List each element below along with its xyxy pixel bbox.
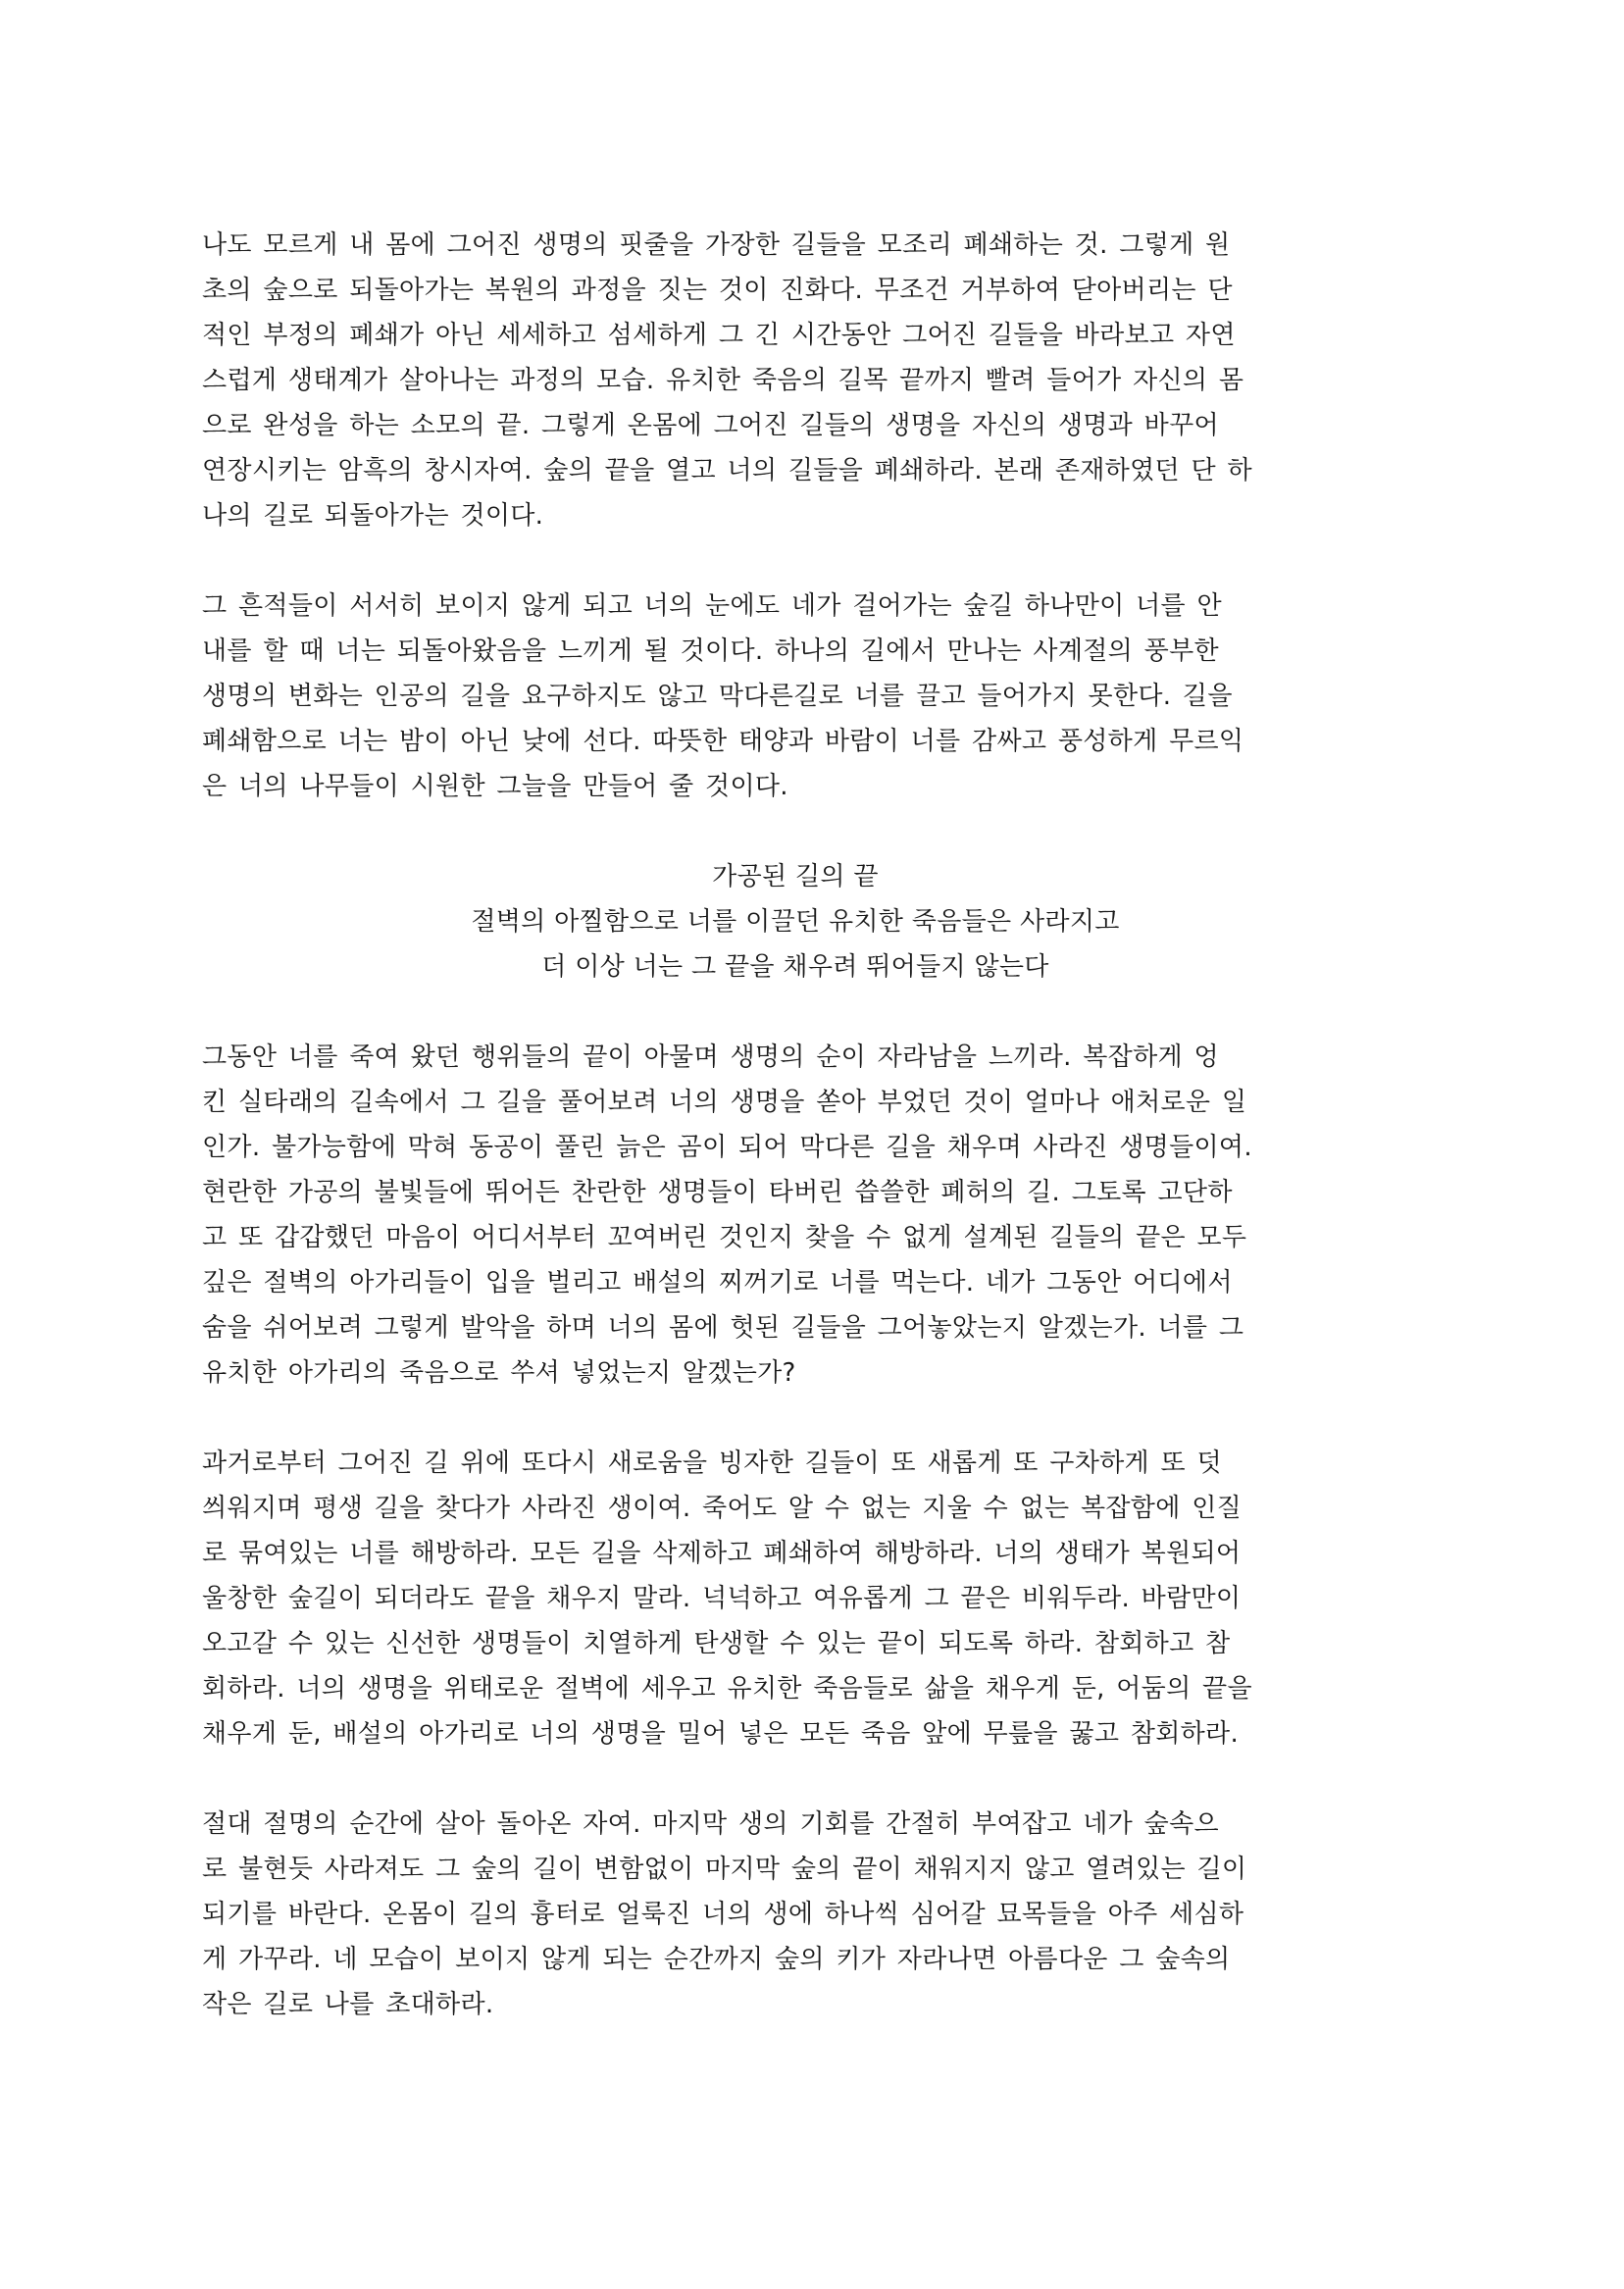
text-line: 유치한 아가리의 죽음으로 쑤셔 넣었는지 알겠는가? (202, 1358, 796, 1388)
text-line: 으로 완성을 하는 소모의 끝. 그렇게 온몸에 그어진 길들의 생명을 자신의 생명과 바꾸어 (202, 411, 1219, 440)
verse-line: 더 이상 너는 그 끝을 채우려 뛰어들지 않는다 (541, 952, 1049, 982)
text-line: 울창한 숲길이 되더라도 끝을 채우지 말라. 넉넉하고 여유롭게 그 끝은 비워두라. 바람만이 (202, 1584, 1242, 1613)
paragraph-spacer (202, 809, 1389, 854)
paragraph-spacer (202, 1396, 1389, 1441)
paragraph-3 (202, 1035, 1389, 1396)
text-line: 인가. 불가능함에 막혀 동공이 풀린 늙은 곰이 되어 막다른 길을 채우며 사라진 생명들이여. (202, 1133, 1252, 1162)
text-line: 로 묶여있는 너를 해방하라. 모든 길을 삭제하고 폐쇄하여 해방하라. 너의 생태가 복원되어 (202, 1539, 1242, 1568)
text-line: 게 가꾸라. 네 모습이 보이지 않게 되는 순간까지 숲의 키가 자라나면 아름다운 그 숲속의 (202, 1945, 1231, 1974)
text-line: 나의 길로 되돌아가는 것이다. (202, 501, 544, 531)
text-line: 로 불현듯 사라져도 그 숲의 길이 변함없이 마지막 숲의 끝이 채워지지 않고 열려있는 길이 (202, 1855, 1247, 1884)
text-line: 회하라. 너의 생명을 위태로운 절벽에 세우고 유치한 죽음들로 삶을 채우게 둔, 어둠의 끝을 (202, 1674, 1252, 1704)
text-line: 현란한 가공의 불빛들에 뛰어든 찬란한 생명들이 타버린 씁쓸한 폐허의 길. 그토록 고단하 (202, 1178, 1233, 1207)
document-body (202, 223, 1389, 2027)
text-line: 과거로부터 그어진 길 위에 또다시 새로움을 빙자한 길들이 또 새롭게 또 구차하게 또 덧 (202, 1449, 1222, 1478)
paragraph-spacer (202, 538, 1389, 584)
text-line: 은 너의 나무들이 시원한 그늘을 만들어 줄 것이다. (202, 772, 788, 801)
text-line: 연장시키는 암흑의 창시자여. 숲의 끝을 열고 너의 길들을 폐쇄하라. 본래 존재하였던 단 하 (202, 456, 1252, 485)
text-line: 킨 실타래의 길속에서 그 길을 풀어보려 너의 생명을 쏟아 부었던 것이 얼마나 애처로운 일 (202, 1088, 1247, 1117)
text-line: 적인 부정의 폐쇄가 아닌 세세하고 섬세하게 그 긴 시간동안 그어진 길들을 바라보고 자연 (202, 321, 1236, 350)
verse-line: 절벽의 아찔함으로 너를 이끌던 유치한 죽음들은 사라지고 (471, 907, 1120, 937)
paragraph-4 (202, 1441, 1389, 1756)
paragraph-1 (202, 223, 1389, 538)
text-line: 작은 길로 나를 초대하라. (202, 1990, 494, 2019)
text-line: 그 흔적들이 서서히 보이지 않게 되고 너의 눈에도 네가 걸어가는 숲길 하나만이 너를 안 (202, 591, 1222, 621)
text-line: 생명의 변화는 인공의 길을 요구하지도 않고 막다른길로 너를 끌고 들어가지 못한다. 길을 (202, 682, 1233, 711)
text-line: 채우게 둔, 배설의 아가리로 너의 생명을 밀어 넣은 모든 죽음 앞에 무릎을 꿇고 참회하라. (202, 1719, 1240, 1749)
text-line: 내를 할 때 너는 되돌아왔음을 느끼게 될 것이다. 하나의 길에서 만나는 사계절의 풍부한 (202, 636, 1219, 666)
text-line: 나도 모르게 내 몸에 그어진 생명의 핏줄을 가장한 길들을 모조리 폐쇄하는 것. 그렇게 원 (202, 230, 1231, 260)
text-line: 폐쇄함으로 너는 밤이 아닌 낮에 선다. 따뜻한 태양과 바람이 너를 감싸고 풍성하게 무르익 (202, 727, 1244, 756)
verse-title: 가공된 길의 끝 (712, 862, 879, 891)
text-line: 되기를 바란다. 온몸이 길의 흉터로 얼룩진 너의 생에 하나씩 심어갈 묘목들을 아주 세심하 (202, 1900, 1244, 1929)
text-line: 오고갈 수 있는 신선한 생명들이 치열하게 탄생할 수 있는 끝이 되도록 하라. 참회하고 참 (202, 1629, 1231, 1658)
text-line: 깊은 절벽의 아가리들이 입을 벌리고 배설의 찌꺼기로 너를 먹는다. 네가 그동안 어디에서 (202, 1268, 1233, 1297)
text-line: 고 또 갑갑했던 마음이 어디서부터 꼬여버린 것인지 찾을 수 없게 설계된 길들의 끝은 모두 (202, 1223, 1247, 1252)
paragraph-2 (202, 584, 1389, 809)
text-line: 절대 절명의 순간에 살아 돌아온 자여. 마지막 생의 기회를 간절히 부여잡고 네가 숲속으 (202, 1809, 1219, 1839)
paragraph-spacer (202, 1756, 1389, 1802)
paragraph-spacer (202, 990, 1389, 1035)
paragraph-5 (202, 1802, 1389, 2027)
text-line: 스럽게 생태계가 살아나는 과정의 모습. 유치한 죽음의 길목 끝까지 빨려 들어가 자신의 몸 (202, 366, 1244, 395)
text-line: 씌워지며 평생 길을 찾다가 사라진 생이여. 죽어도 알 수 없는 지울 수 없는 복잡함에 인질 (202, 1494, 1243, 1523)
centered-verse (202, 854, 1389, 990)
text-line: 숨을 쉬어보려 그렇게 발악을 하며 너의 몸에 헛된 길들을 그어놓았는지 알겠는가. 너를 그 (202, 1313, 1244, 1343)
text-line: 그동안 너를 죽여 왔던 행위들의 끝이 아물며 생명의 순이 자라남을 느끼라. 복잡하게 엉 (202, 1043, 1219, 1072)
text-line: 초의 숲으로 되돌아가는 복원의 과정을 짓는 것이 진화다. 무조건 거부하여 닫아버리는 단 (202, 276, 1233, 305)
